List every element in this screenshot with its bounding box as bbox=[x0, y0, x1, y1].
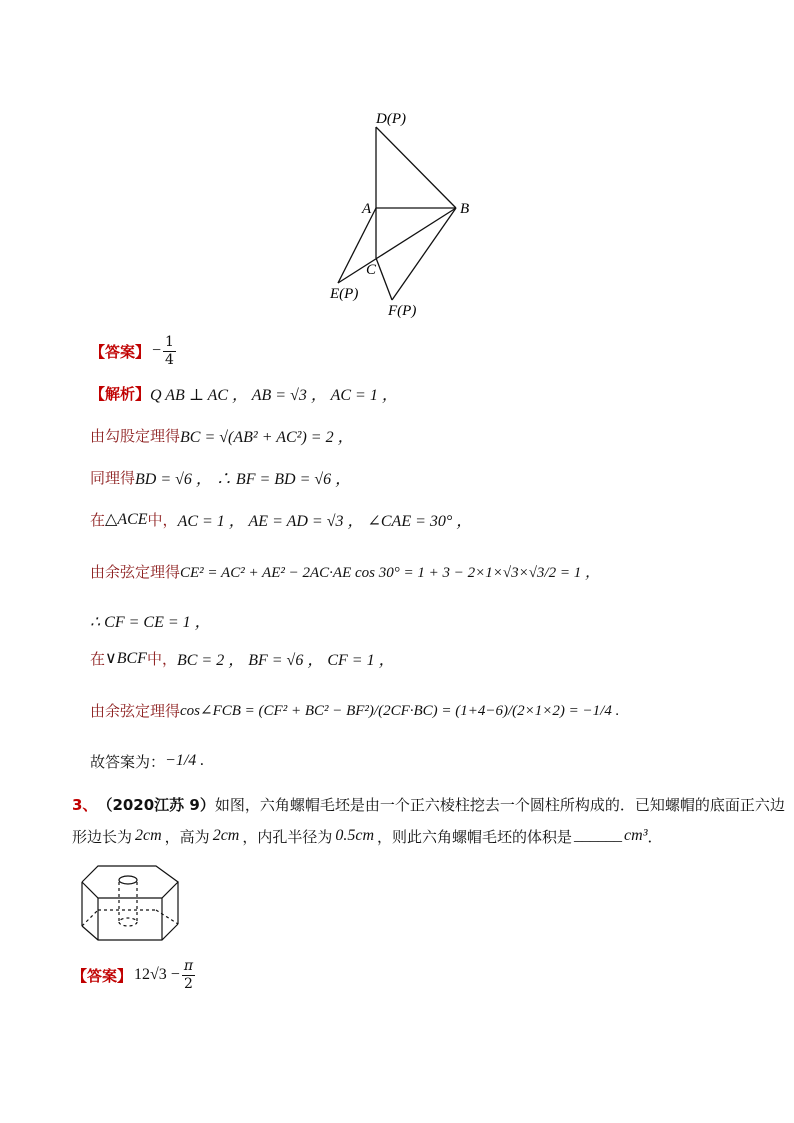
problem-text-2a: 形边长为 bbox=[72, 827, 133, 846]
analysis-math-9: −1/4 . bbox=[165, 752, 205, 769]
label-E: E(P) bbox=[330, 286, 359, 302]
analysis-tri-4: △ACE bbox=[105, 511, 148, 528]
problem-unit: cm³ bbox=[624, 827, 648, 844]
problem-3-line-1 bbox=[72, 790, 785, 818]
answer-fraction: $\frac{1}{4}$ bbox=[165, 333, 174, 368]
edge-FB bbox=[392, 208, 456, 300]
answer-3-value: 12√3 − bbox=[134, 966, 180, 983]
analysis-math-3: BD = √6 ， ∴ BF = BD = √6 ， bbox=[135, 470, 352, 488]
answer-3 bbox=[72, 956, 197, 994]
answer-1 bbox=[90, 333, 178, 369]
analysis-math-7: BC = 2 ， BF = √6 ， CF = 1 ， bbox=[176, 651, 395, 669]
analysis-text-4a: 在 bbox=[90, 510, 106, 529]
analysis-line-1 bbox=[90, 378, 398, 408]
analysis-text-7b: 中， bbox=[146, 649, 177, 668]
analysis-text-5: 由余弦定理得 bbox=[90, 562, 181, 581]
analysis-text-8: 由余弦定理得 bbox=[90, 701, 181, 720]
analysis-text-4b: 中， bbox=[147, 510, 178, 529]
answer-3-fraction: $\frac{\pi}{2}$ bbox=[183, 957, 194, 992]
edge-CF bbox=[376, 258, 392, 300]
problem-number: 3、 bbox=[72, 795, 98, 814]
problem-text-2d: ，则此六角螺帽毛坯的体积是 bbox=[377, 827, 573, 846]
analysis-line-5 bbox=[90, 556, 600, 586]
label-D: D(P) bbox=[376, 111, 406, 127]
analysis-line-9 bbox=[90, 746, 204, 776]
problem-text-2b: ，高为 bbox=[164, 827, 210, 846]
analysis-line-8 bbox=[90, 695, 619, 725]
answer-sign: − bbox=[152, 342, 162, 359]
problem-value-2: 2cm bbox=[212, 827, 240, 844]
analysis-tri-7: ∨BCF bbox=[105, 650, 147, 667]
analysis-line-6 bbox=[90, 605, 211, 635]
problem-end: ． bbox=[647, 827, 663, 846]
analysis-line-4 bbox=[90, 504, 472, 534]
analysis-text-7a: 在 bbox=[90, 649, 106, 668]
analysis-math-8: cos∠FCB = (CF² + BC² − BF²)/(2CF·BC) = (1+4−6)/(2×1×2) = −1/4 . bbox=[180, 702, 620, 719]
analysis-math-6: ∴ CF = CE = 1 ， bbox=[90, 613, 211, 631]
analysis-math-1: Q AB ⊥ AC ， AB = √3 ， AC = 1 ， bbox=[150, 386, 398, 404]
hex-nut-figure bbox=[76, 860, 206, 945]
analysis-math-2: BC = √(AB² + AC²) = 2 ， bbox=[180, 428, 354, 446]
answer-blank: ______ bbox=[574, 827, 623, 844]
analysis-text-9: 故答案为： bbox=[90, 752, 166, 771]
analysis-math-4: AC = 1 ， AE = AD = √3 ， ∠CAE = 30° ， bbox=[177, 512, 473, 530]
problem-value-3: 0.5cm bbox=[335, 827, 375, 844]
problem-text-2c: ，内孔半径为 bbox=[242, 827, 333, 846]
answer-3-tag: 【答案】 bbox=[72, 966, 133, 985]
label-B: B bbox=[460, 201, 470, 217]
analysis-text-3: 同理得 bbox=[90, 468, 136, 487]
label-C: C bbox=[366, 262, 377, 278]
label-A: A bbox=[362, 201, 372, 217]
analysis-line-3 bbox=[90, 462, 351, 492]
problem-text-1: 如图，六角螺帽毛坯是由一个正六棱柱挖去一个圆柱所构成的．已知螺帽的底面正六边 bbox=[214, 795, 785, 814]
analysis-text-2: 由勾股定理得 bbox=[90, 426, 181, 445]
problem-3-line-2 bbox=[72, 822, 663, 850]
answer-tag: 【答案】 bbox=[90, 342, 151, 361]
label-F: F(P) bbox=[388, 303, 417, 319]
problem-source: （2020江苏 9） bbox=[97, 795, 215, 814]
analysis-line-7 bbox=[90, 643, 395, 673]
analysis-line-2 bbox=[90, 420, 354, 450]
edge-DB bbox=[376, 127, 456, 208]
edge-EB bbox=[338, 208, 456, 283]
problem-value-1: 2cm bbox=[135, 827, 162, 844]
analysis-tag: 【解析】 bbox=[90, 384, 151, 403]
geometry-figure bbox=[320, 105, 490, 325]
analysis-math-5: CE² = AC² + AE² − 2AC·AE cos 30° = 1 + 3 − 2×1×√3×√3/2 = 1 ， bbox=[180, 564, 600, 581]
